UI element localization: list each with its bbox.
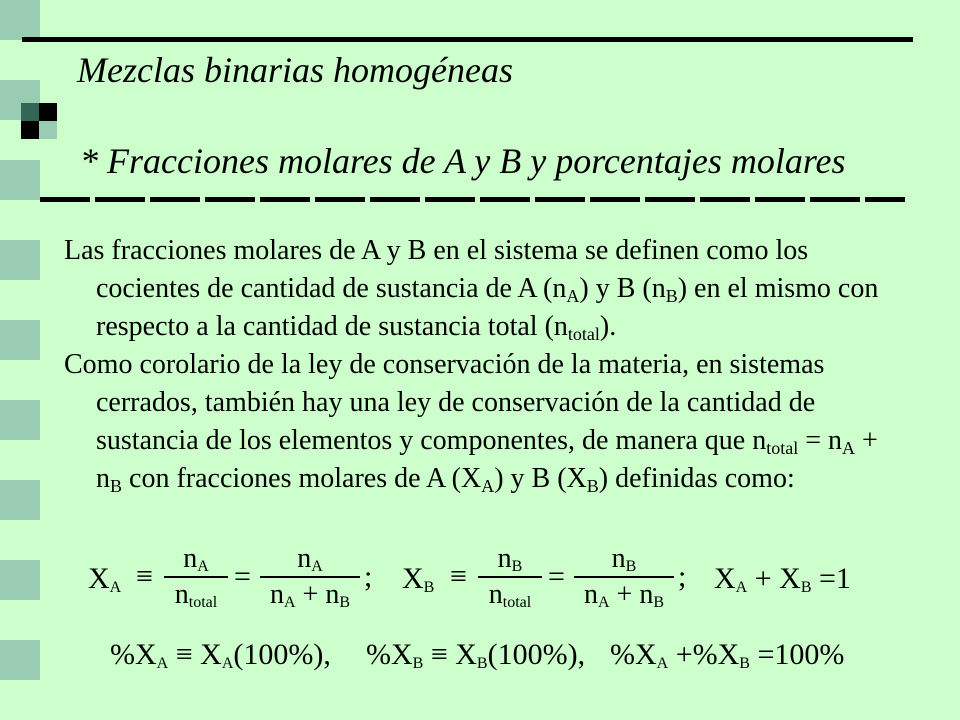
- checker-decoration-icon: [21, 103, 57, 139]
- xa-term: $X_A$: [88, 562, 122, 596]
- equiv-symbol-b: ≡: [450, 560, 467, 593]
- equiv-symbol: ≡: [136, 560, 153, 593]
- title-bottom-rule: [40, 197, 905, 202]
- slide-subtitle: * Fracciones molares de A y B y porcentajes molares: [80, 141, 846, 181]
- xb-term: $X_B$: [402, 562, 435, 596]
- semicolon-1: ;: [364, 560, 373, 593]
- fraction-na-ntotal: $n_A$ $n_{total}$: [164, 542, 228, 612]
- paragraph-corollary: Como corolario de la ley de conservación de la materia, en sistemas cerrados, también hay una ley de conservación de la cantidad de sustancia de los elementos y componentes, de manera que $n_{total} = n_A + n_B$ con fracciones molares de A $(X_A)$ y B $(X_B)$ definidas como:: [64, 349, 878, 496]
- body-text: [64, 232, 904, 498]
- pct-sum-equals-100: $\%X_A +\%X_B =100\%$: [610, 638, 845, 672]
- paragraph-definition: Las fracciones molares de A y B en el sistema se definen como los cocientes de cantidad de sustancia de A $(n_A)$ y B $(n_B)$ en el mismo con respecto a la cantidad de sustancia total $(n_{total})$.: [64, 235, 879, 344]
- semicolon-2: ;: [678, 560, 687, 593]
- pct-xa-definition: $\%X_A \equiv X_A(100\%)$,: [110, 638, 331, 672]
- fraction-nb-ntotal: $n_B$ $n_{total}$: [478, 542, 542, 612]
- slide-title: Mezclas binarias homogéneas: [77, 50, 513, 90]
- mole-percent-equations: [110, 638, 870, 678]
- mole-fraction-equations: [88, 542, 888, 622]
- fraction-nb-sum: $n_B$ $n_A + n_B$: [574, 542, 674, 612]
- fraction-na-sum: $n_A$ $n_A + n_B$: [260, 542, 360, 612]
- title-top-rule: [22, 37, 913, 42]
- equals-symbol-b: =: [548, 560, 565, 593]
- equals-symbol: =: [234, 560, 251, 593]
- pct-xb-definition: $\%X_B \equiv X_B(100\%)$,: [366, 638, 586, 672]
- sum-equals-one: $X_A + X_B =1$: [714, 562, 851, 596]
